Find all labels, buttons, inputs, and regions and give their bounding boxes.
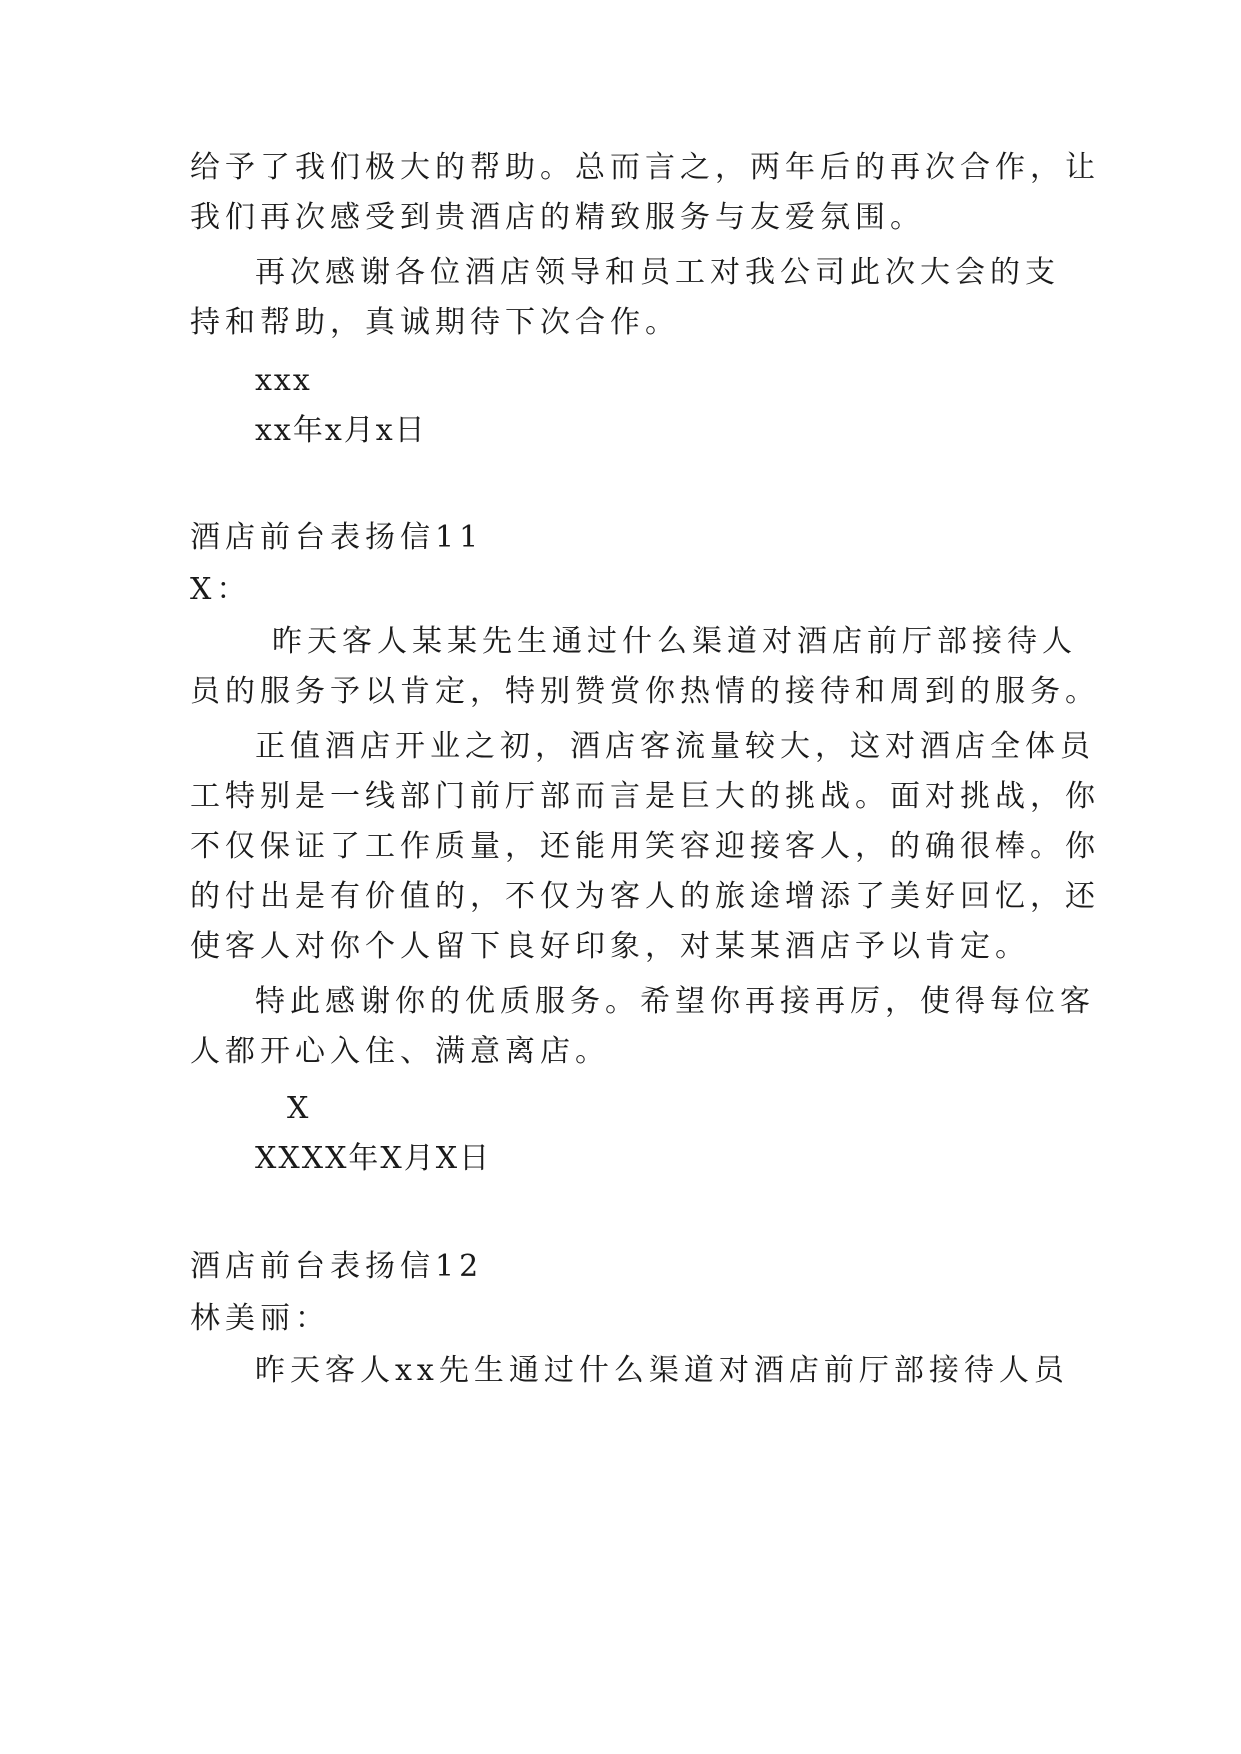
- paragraph-line: 昨天客人xx先生通过什么渠道对酒店前厅部接待人员: [255, 1353, 1069, 1388]
- signature-date: XXXX年X月X日: [255, 1141, 492, 1176]
- signature-date: xx年x月x日: [255, 413, 427, 448]
- paragraph-line: 人都开心入住、满意离店。: [190, 1034, 610, 1069]
- paragraph-line: 昨天客人某某先生通过什么渠道对酒店前厅部接待人: [272, 624, 1077, 659]
- paragraph-line: 我们再次感受到贵酒店的精致服务与友爱氛围。: [190, 200, 925, 235]
- section-title: 酒店前台表扬信12: [190, 1249, 484, 1284]
- paragraph-line: 工特别是一线部门前厅部而言是巨大的挑战。面对挑战，你: [190, 779, 1100, 814]
- signature-name: X: [287, 1091, 311, 1126]
- paragraph-line: 使客人对你个人留下良好印象，对某某酒店予以肯定。: [190, 929, 1030, 964]
- paragraph-line: 员的服务予以肯定，特别赞赏你热情的接待和周到的服务。: [190, 674, 1100, 709]
- section-title: 酒店前台表扬信11: [190, 520, 484, 555]
- paragraph-line: 正值酒店开业之初，酒店客流量较大，这对酒店全体员: [255, 729, 1095, 764]
- salutation: X：: [190, 572, 252, 607]
- paragraph-line: 的付出是有价值的，不仅为客人的旅途增添了美好回忆，还: [190, 879, 1100, 914]
- paragraph-line: 持和帮助，真诚期待下次合作。: [190, 305, 680, 340]
- paragraph-line: 给予了我们极大的帮助。总而言之，两年后的再次合作，让: [190, 150, 1100, 185]
- salutation: 林美丽：: [190, 1301, 330, 1336]
- signature-name: xxx: [255, 363, 312, 398]
- paragraph-line: 再次感谢各位酒店领导和员工对我公司此次大会的支: [255, 255, 1060, 290]
- paragraph-line: 特此感谢你的优质服务。希望你再接再厉，使得每位客: [255, 984, 1095, 1019]
- paragraph-line: 不仅保证了工作质量，还能用笑容迎接客人，的确很棒。你: [190, 829, 1100, 864]
